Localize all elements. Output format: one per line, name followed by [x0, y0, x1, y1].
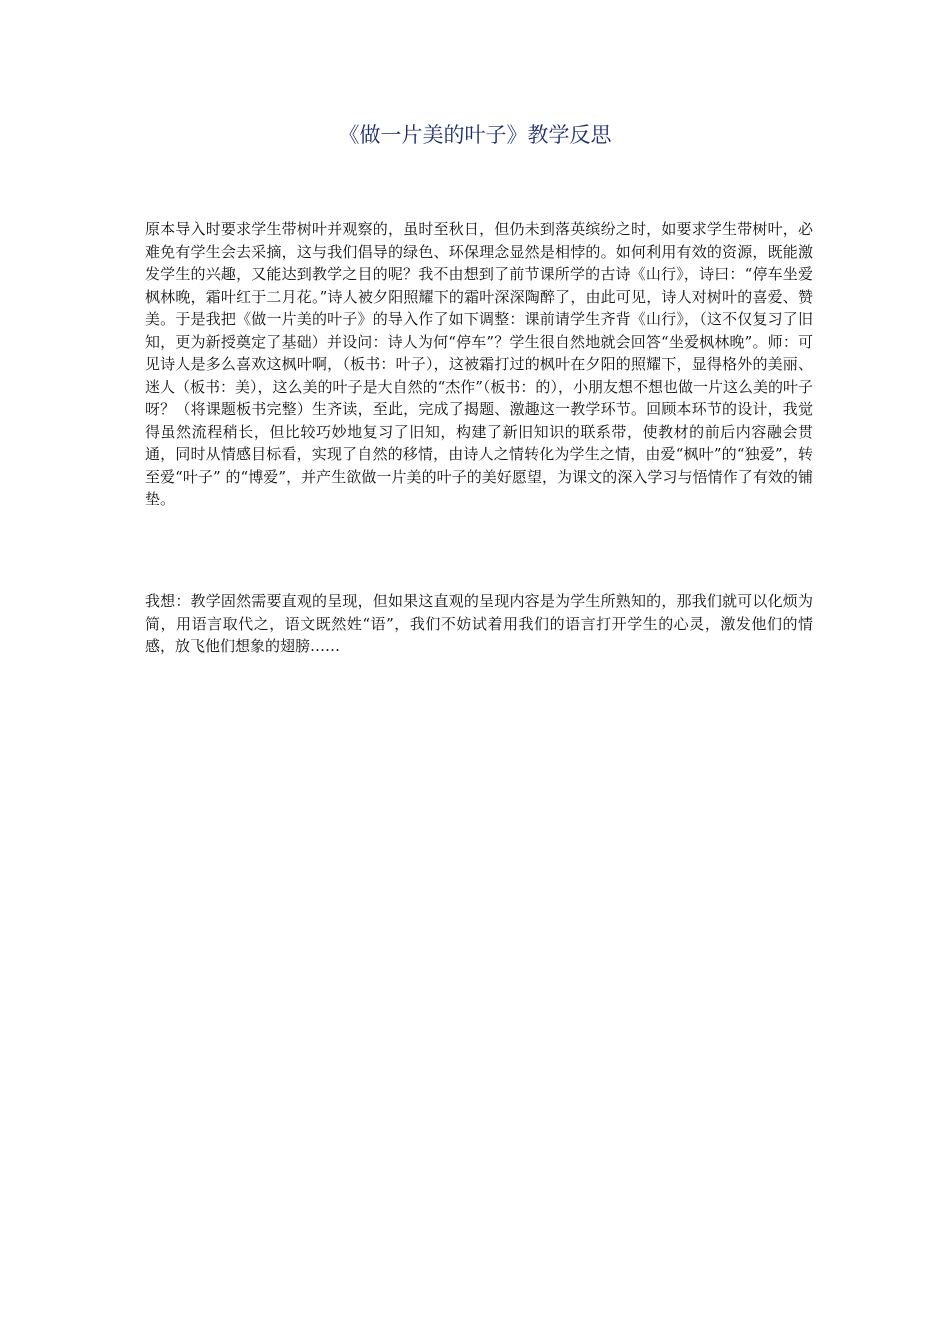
body-paragraph-1: 原本导入时要求学生带树叶并观察的，虽时至秋日，但仍未到落英缤纷之时，如要求学生带树叶，必难免有学生会去采摘，这与我们倡导的绿色、环保理念显然是相悖的。如何利用有效的资源，既能激发学生的兴趣，又能达到教学之目的呢？我不由想到了前节课所学的古诗《山行》，诗曰：“停车坐爱枫林晚，霜叶红于二月花。”诗人被夕阳照耀下的霜叶深深陶醉了，由此可见，诗人对树叶的喜爱、赞美。于是我把《做一片美的叶子》的导入作了如下调整：课前请学生齐背《山行》，（这不仅复习了旧知，更为新授奠定了基础）并设问：诗人为何“停车”？学生很自然地就会回答“坐爱枫林晚”。师：可见诗人是多么喜欢这枫叶啊，（板书：叶子），这被霜打过的枫叶在夕阳的照耀下，显得格外的美丽、迷人（板书：美），这么美的叶子是大自然的“杰作”（板书：的），小朋友想不想也做一片这么美的叶子呀？（将课题板书完整）生齐读，至此，完成了揭题、激趣这一教学环节。回顾本环节的设计，我觉得虽然流程稍长，但比较巧妙地复习了旧知，构建了新旧知识的联系带，使教材的前后内容融会贯通，同时从情感目标看，实现了自然的移情，由诗人之情转化为学生之情，由爱“枫叶”的“独爱”，转至爱“叶子” 的“博爱”，并产生欲做一片美的叶子的美好愿望，为课文的深入学习与悟情作了有效的铺垫。 — [145, 220, 813, 508]
body-paragraph-2: 我想：教学固然需要直观的呈现，但如果这直观的呈现内容是为学生所熟知的，那我们就可以化烦为简，用语言取代之，语文既然姓“语”，我们不妨试着用我们的语言打开学生的心灵，激发他们的情感，放飞他们想象的翅膀…… — [145, 592, 813, 655]
page-title: 《做一片美的叶子》教学反思 — [338, 123, 612, 147]
